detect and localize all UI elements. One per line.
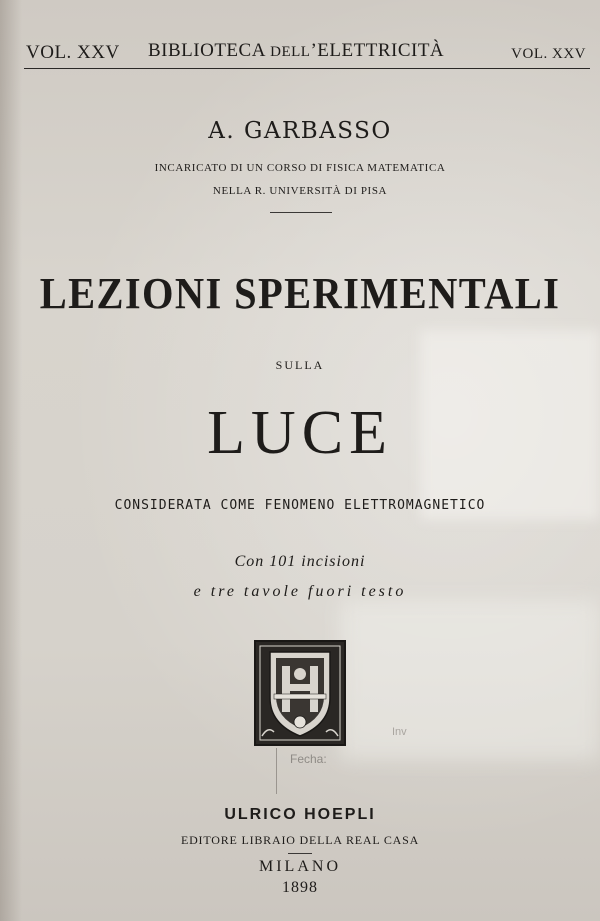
stamp-border	[276, 748, 277, 794]
author-name: A. GARBASSO	[208, 118, 392, 144]
series-title-part-1: BIBLIOTECA	[148, 40, 271, 61]
publisher-emblem	[254, 640, 346, 746]
title-connector: SULLA	[275, 358, 325, 372]
book-title: LEZIONI SPERIMENTALI	[39, 269, 561, 318]
running-header	[24, 38, 590, 69]
series-title	[148, 40, 444, 62]
publisher-name: ULRICO HOEPLI	[224, 806, 376, 823]
divider-rule	[270, 212, 332, 213]
library-stamp-label: Fecha:	[290, 752, 327, 766]
publication-city: MILANO	[259, 858, 341, 875]
volume-label-right: VOL. XXV	[511, 46, 586, 62]
book-subtitle: CONSIDERATA COME FENOMENO ELETTROMAGNETICO	[114, 498, 486, 513]
series-title-part-2: DELL	[270, 44, 311, 60]
volume-label-left: VOL. XXV	[26, 42, 120, 63]
publication-year: 1898	[282, 879, 318, 896]
author-position-line-2: NELLA R. UNIVERSITÀ DI PISA	[212, 185, 388, 197]
illustrations-line-2: e tre tavole fuori testo	[193, 583, 407, 600]
light-glare-lower	[340, 600, 600, 760]
book-subject: LUCE	[207, 399, 393, 467]
series-title-part-3: ’ELETTRICITÀ	[310, 40, 445, 61]
library-stamp-partial: Inv	[392, 726, 407, 738]
illustrations-line-1: Con 101 incisioni	[234, 553, 366, 570]
author-position-line-1: INCARICATO DI UN CORSO DI FISICA MATEMATICA	[154, 162, 446, 174]
imprint-rule	[288, 853, 312, 854]
publisher-role: EDITORE LIBRAIO DELLA REAL CASA	[180, 833, 420, 847]
